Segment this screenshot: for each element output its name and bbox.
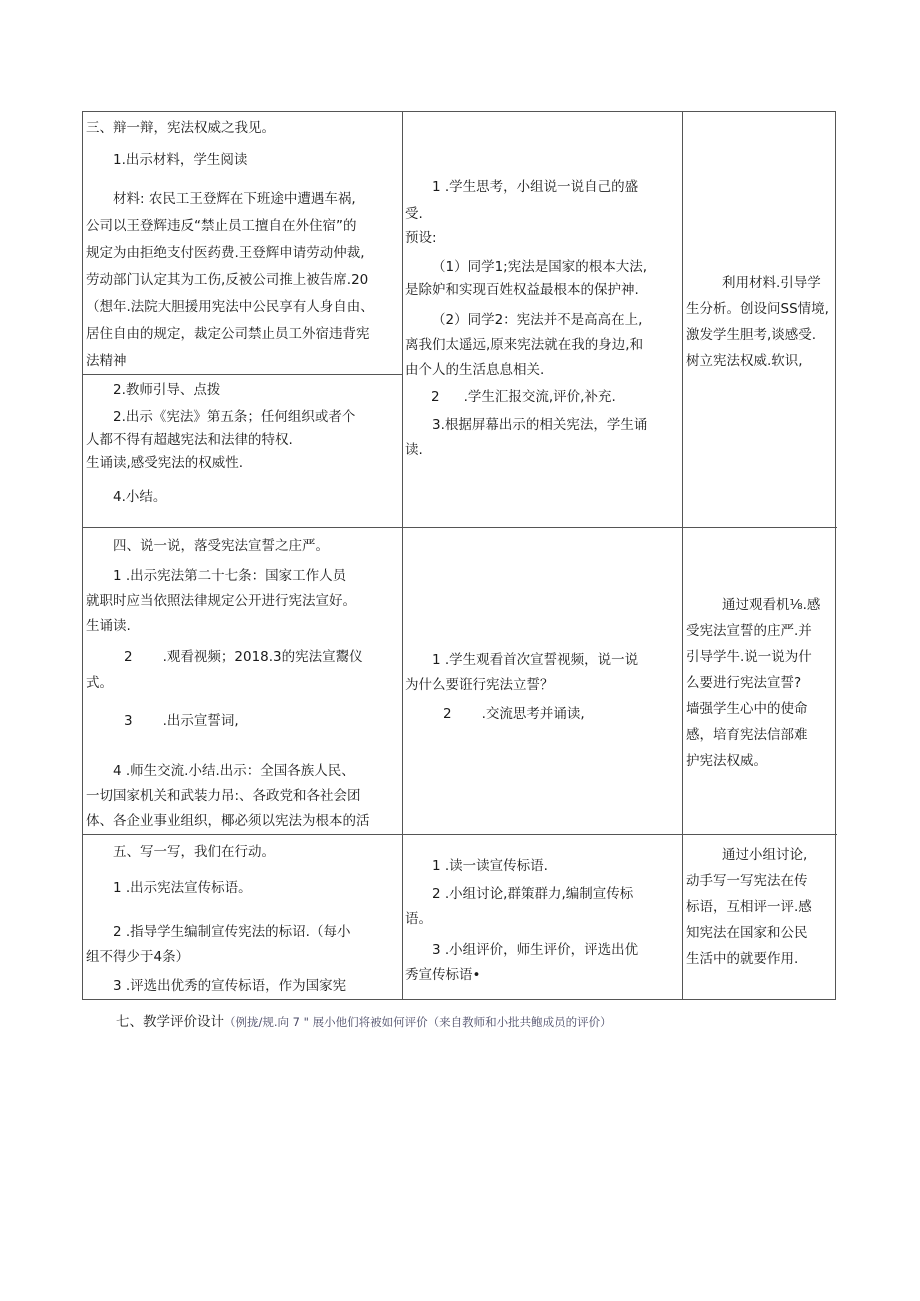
section4-right <box>683 592 835 792</box>
section3-mid-line: （2）同学2：宪法并不是高高在上, <box>432 312 643 328</box>
section5-mid-line: 3 .小组评价，师生评价，评选出优 <box>432 942 639 958</box>
section5-title: 五、写一写，我们在行动。 <box>113 844 275 860</box>
material-line: 居住自由的规定，裁定公司禁止员工外宿违背宪 <box>86 326 370 342</box>
material-line: 法精神 <box>86 353 127 369</box>
section5-right-line: 动手写一写宪法在传 <box>686 873 808 889</box>
section5-line: 1 .出示宪法宣传标语。 <box>113 880 252 896</box>
section4-line: 体、各企业事业组织，椰必须以宪法为根本的活 <box>86 813 370 829</box>
section5-mid-line: 语。 <box>405 911 432 927</box>
section5-left <box>84 842 402 1000</box>
section4-line: 4 .师生交流.小结.出示：全国各族人民、 <box>113 763 355 779</box>
section4-line: 一切国家机关和武装力吊:、各政党和各社会团 <box>86 788 361 804</box>
section5-middle <box>403 856 682 996</box>
section4-line: 式。 <box>86 675 113 691</box>
section5-mid-line: 秀宣传标语• <box>405 967 481 983</box>
section4-right-line: 引导学牛.说一说为什 <box>686 649 812 665</box>
section4-line: 就职时应当依照法律规定公开进行宪法宣好。 <box>86 593 356 609</box>
row-divider <box>83 527 837 528</box>
section3-step3: 2.出示《宪法》第五条；任何组织或者个 <box>113 409 356 425</box>
section3-right <box>683 270 835 380</box>
evaluation-note: （例拢/规.向 7 " 展小他们将被如何评价（来自教师和小批共鲍成员的评价） <box>224 1015 612 1029</box>
section5-right <box>683 842 835 1000</box>
section5-line: 3 .评选出优秀的宣传标语，作为国家宪 <box>113 978 347 994</box>
section4-right-line: 么要进行宪法宣誓? <box>686 675 802 691</box>
section3-mid-line: 1 .学生思考，小组说一说自己的盛 <box>432 179 639 195</box>
section3-mid-line: 3.根据屏幕出示的相关宪法，学生诵 <box>432 417 648 433</box>
section3-mid-line: 2 .学生汇报交流,评价,补充. <box>431 389 616 405</box>
section4-right-line: 护宪法权威。 <box>686 753 767 769</box>
section4-right-line: 感，培育宪法信部难 <box>686 727 808 743</box>
section5-right-line: 生活中的就要作用. <box>686 951 799 967</box>
section4-right-line: 墙强学生心中的使命 <box>686 701 808 717</box>
section3-step2: 2.教师引导、点拨 <box>113 382 221 398</box>
section4-line: 生诵读. <box>86 618 131 634</box>
section5-mid-line: 2 .小组讨论,群策群力,编制宣传标 <box>432 886 634 902</box>
material-line: 材料: 农民工王登辉在下班途中遭遇车祸, <box>113 191 356 207</box>
section3-left-upper <box>84 118 402 373</box>
section3-mid-line: 读. <box>405 442 423 458</box>
section4-line: 3 .出示宣誓词, <box>124 713 239 729</box>
section3-left-lower <box>84 380 402 526</box>
section5-right-line: 知宪法在国家和公民 <box>686 925 808 941</box>
section4-title: 四、说一说，落受宪法宣誓之庄严。 <box>113 538 329 554</box>
material-line: 劳动部门认定其为工伤,反被公司推上被告席.20 <box>86 272 369 288</box>
row-divider <box>83 834 837 835</box>
section3-read: 生诵读,感受宪法的权威性. <box>86 455 244 471</box>
section3-right-line: 生分析。创设问SS情境, <box>686 301 829 317</box>
section3-mid-line: 是除妒和实现百姓权益最根本的保护神. <box>405 282 639 298</box>
section3-right-line: 激发学生胆考,谈感受. <box>686 327 817 343</box>
material-line: （想年.法院大胆援用宪法中公民享有人身自由、 <box>86 299 374 315</box>
section3-mid-line: 由个人的生活息息相关. <box>405 362 545 378</box>
section4-right-line: 受宪法宣誓的庄严.并 <box>686 623 812 639</box>
section5-right-line: 通过小组讨论, <box>722 847 808 863</box>
section4-right-line: 通过观看机⅛.感 <box>722 597 821 613</box>
section3-mid-line: 离我们太遥远,原来宪法就在我的身边,和 <box>405 337 644 353</box>
section3-right-line: 树立宪法权威.软识, <box>686 353 803 369</box>
section3-step3: 人都不得有超越宪法和法律的特权. <box>86 432 293 448</box>
section3-mid-line: （1）同学1;宪法是国家的根本大法, <box>432 259 648 275</box>
section4-line: 1 .出示宪法第二十七条：国家工作人员 <box>113 568 347 584</box>
section4-left <box>84 536 402 833</box>
section3-mid-line: 预设: <box>405 230 437 246</box>
material-line: 公司以王登辉违反“禁止员工擅自在外住宿”的 <box>86 218 357 234</box>
section4-line: 2 .观看视频；2018.3的宪法宣鬻仪 <box>124 649 363 665</box>
section3-material <box>86 186 400 373</box>
section3-middle <box>403 174 682 526</box>
section5-mid-line: 1 .读一读宣传标语. <box>432 858 548 874</box>
section4-middle <box>403 648 682 768</box>
section5-line: 2 .指导学生编制宣传宪法的标诏.（每小 <box>113 924 351 940</box>
section4-mid-line: 1 .学生观看首次宣誓视频，说一说 <box>432 652 639 668</box>
row-divider <box>83 374 402 375</box>
section3-title: 三、辩一辩，宪法权威之我见。 <box>86 120 275 136</box>
section4-mid-line: 2 .交流思考并诵读, <box>443 706 585 722</box>
section3-step1: 1.出示材料，学生阅读 <box>113 152 248 168</box>
lesson-plan-table <box>82 111 836 1000</box>
section5-right-line: 标语，互相评一评.感 <box>686 899 812 915</box>
section3-step4: 4.小结。 <box>113 489 167 505</box>
section3-mid-line: 受. <box>405 206 423 222</box>
section3-right-line: 利用材料.引导学 <box>722 275 821 291</box>
material-line: 规定为由拒绝支付医药费.王登辉申请劳动仲裁, <box>86 245 365 261</box>
section4-mid-line: 为什么要诳行宪法立誓？ <box>405 677 554 693</box>
section5-line: 组不得少于4条） <box>86 949 190 965</box>
evaluation-heading <box>116 1012 612 1032</box>
evaluation-title: 七、教学评价设计 <box>116 1014 224 1030</box>
